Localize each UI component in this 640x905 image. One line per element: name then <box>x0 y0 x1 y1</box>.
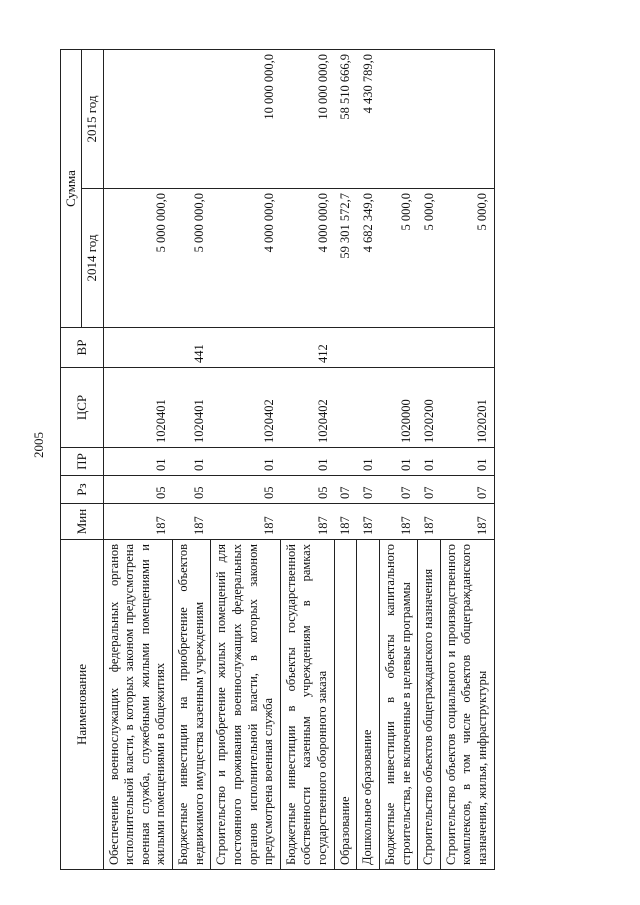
row-rz: 07 <box>418 476 441 504</box>
row-min: 187 <box>334 504 357 540</box>
header-name: Наименование <box>61 540 104 870</box>
row-sum-2015 <box>440 50 494 189</box>
table-row <box>103 50 173 870</box>
row-sum-2014: 5 000 000,0 <box>103 189 173 328</box>
row-vr <box>357 328 380 368</box>
row-pr: 01 <box>440 448 494 476</box>
header-min: Мин <box>61 504 104 540</box>
row-sum-2014: 5 000,0 <box>418 189 441 328</box>
row-sum-2015 <box>173 50 211 189</box>
row-rz: 07 <box>379 476 417 504</box>
row-pr: 01 <box>418 448 441 476</box>
table-row <box>334 50 357 870</box>
header-rz: Рз <box>61 476 104 504</box>
row-vr <box>334 328 357 368</box>
row-sum-2015: 10 000 000,0 <box>280 50 334 189</box>
row-vr: 441 <box>173 328 211 368</box>
row-rz: 07 <box>334 476 357 504</box>
row-vr <box>440 328 494 368</box>
table-row <box>211 50 281 870</box>
row-rz: 05 <box>103 476 173 504</box>
row-sum-2014: 4 000 000,0 <box>280 189 334 328</box>
row-sum-2015: 10 000 000,0 <box>211 50 281 189</box>
row-rz: 05 <box>280 476 334 504</box>
table-header <box>61 50 104 870</box>
table-row <box>173 50 211 870</box>
header-sum: Сумма <box>61 50 82 328</box>
row-sum-2014: 5 000 000,0 <box>173 189 211 328</box>
row-min: 187 <box>280 504 334 540</box>
row-name: Образование <box>334 540 357 870</box>
row-rz: 05 <box>211 476 281 504</box>
row-pr: 01 <box>357 448 380 476</box>
table-row <box>280 50 334 870</box>
row-csr <box>357 368 380 448</box>
row-sum-2015: 4 430 789,0 <box>357 50 380 189</box>
row-sum-2014: 4 682 349,0 <box>357 189 380 328</box>
row-vr <box>211 328 281 368</box>
row-csr: 1020402 <box>211 368 281 448</box>
row-pr: 01 <box>103 448 173 476</box>
row-sum-2014: 5 000,0 <box>440 189 494 328</box>
row-sum-2015: 58 510 666,9 <box>334 50 357 189</box>
row-sum-2014: 4 000 000,0 <box>211 189 281 328</box>
row-sum-2015 <box>103 50 173 189</box>
row-min: 187 <box>440 504 494 540</box>
row-name: Бюджетные инвестиции в объекты государственной собственности казенным учреждениям в рамках государственного оборонного заказа <box>280 540 334 870</box>
row-csr: 1020200 <box>418 368 441 448</box>
row-sum-2015 <box>379 50 417 189</box>
row-name: Бюджетные инвестиции в объекты капитального строительства, не включенные в целевые программы <box>379 540 417 870</box>
row-csr: 1020201 <box>440 368 494 448</box>
row-csr: 1020402 <box>280 368 334 448</box>
row-vr <box>379 328 417 368</box>
row-vr <box>418 328 441 368</box>
row-min: 187 <box>379 504 417 540</box>
row-vr <box>103 328 173 368</box>
row-sum-2014: 5 000,0 <box>379 189 417 328</box>
row-rz: 07 <box>440 476 494 504</box>
row-pr <box>334 448 357 476</box>
row-csr: 1020401 <box>173 368 211 448</box>
row-min: 187 <box>173 504 211 540</box>
header-year-2015: 2015 год <box>82 50 103 189</box>
header-csr: ЦСР <box>61 368 104 448</box>
row-min: 187 <box>103 504 173 540</box>
row-name: Строительство объектов общегражданского назначения <box>418 540 441 870</box>
table-row <box>440 50 494 870</box>
table-row <box>418 50 441 870</box>
header-pr: ПР <box>61 448 104 476</box>
row-csr <box>334 368 357 448</box>
header-year-2014: 2014 год <box>82 189 103 328</box>
table-row <box>379 50 417 870</box>
row-min: 187 <box>418 504 441 540</box>
row-name: Бюджетные инвестиции на приобретение объектов недвижимого имущества казенным учреждениям <box>173 540 211 870</box>
row-pr: 01 <box>280 448 334 476</box>
page-number: 2005 <box>31 432 46 458</box>
row-sum-2015 <box>418 50 441 189</box>
row-rz: 05 <box>173 476 211 504</box>
budget-table <box>60 49 495 870</box>
row-pr: 01 <box>173 448 211 476</box>
row-name: Строительство объектов социального и производственного комплексов, в том числе объектов общегражданского назначения, жилья, инфраструктуры <box>440 540 494 870</box>
row-min: 187 <box>357 504 380 540</box>
row-min: 187 <box>211 504 281 540</box>
table-row <box>357 50 380 870</box>
row-vr: 412 <box>280 328 334 368</box>
table-body <box>103 50 494 870</box>
row-name: Строительство и приобретение жилых помещений для постоянного проживания военнослужащих федеральных органов исполнительной власти, в которых законом предусмотрена военная служба <box>211 540 281 870</box>
row-pr: 01 <box>379 448 417 476</box>
row-sum-2014: 59 301 572,7 <box>334 189 357 328</box>
row-pr: 01 <box>211 448 281 476</box>
rotated-page-content <box>60 50 600 870</box>
row-rz: 07 <box>357 476 380 504</box>
row-name: Обеспечение военнослужащих федеральных органов исполнительной власти, в которых законом предусмотрена военная служба, служебными жилыми помещениями и жилыми помещениями в общежитиях <box>103 540 173 870</box>
row-csr: 1020000 <box>379 368 417 448</box>
header-vr: ВР <box>61 328 104 368</box>
row-csr: 1020401 <box>103 368 173 448</box>
row-name: Дошкольное образование <box>357 540 380 870</box>
